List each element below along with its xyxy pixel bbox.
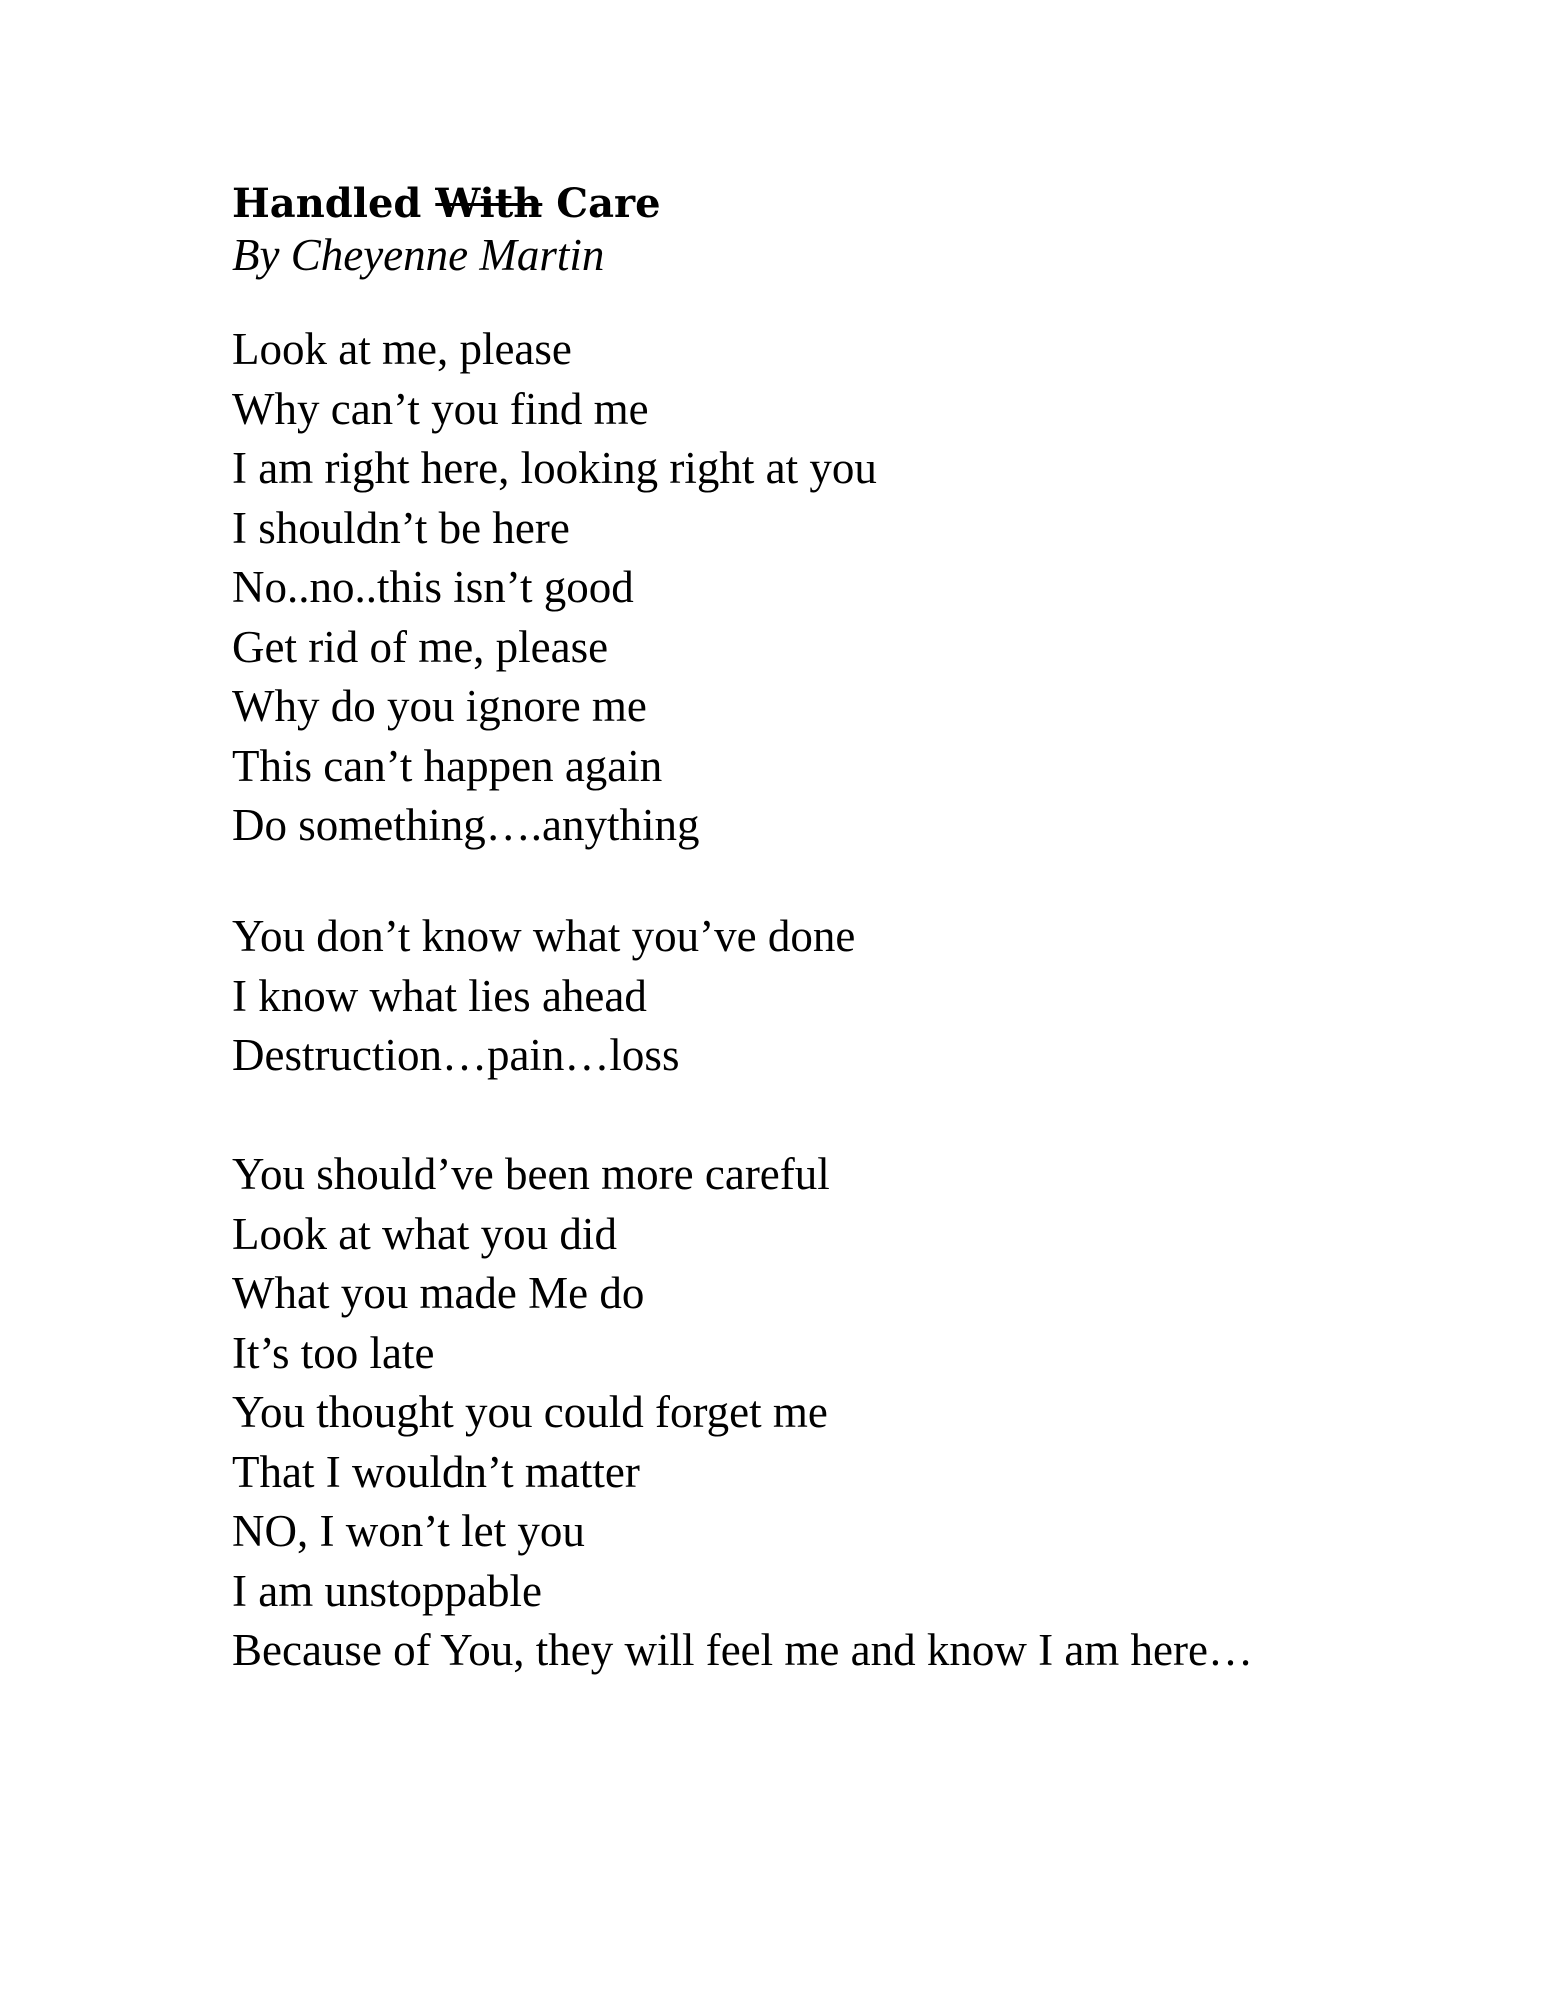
title-word-care: Care: [556, 180, 661, 227]
poem-line: What you made Me do: [232, 1268, 645, 1318]
poem-line: Look at me, please: [232, 324, 572, 374]
poem-title: [232, 180, 661, 228]
poem-line: It’s too late: [232, 1327, 435, 1378]
poem-line: Because of You, they will feel me and know I am here…: [232, 1625, 1253, 1675]
poem-line: I am right here, looking right at you: [232, 443, 877, 493]
poem-line: That I wouldn’t matter: [232, 1446, 640, 1497]
poem-line: Do something….anything: [232, 800, 700, 850]
poem-line: You should’ve been more careful: [232, 1149, 830, 1199]
poem-line: You don’t know what you’ve done: [232, 911, 856, 961]
title-block: [232, 180, 661, 282]
poem-line: You thought you could forget me: [232, 1387, 828, 1437]
poem-line: This can’t happen again: [232, 740, 663, 791]
poem-byline: By Cheyenne Martin: [232, 230, 605, 280]
poem-line: I know what lies ahead: [232, 970, 647, 1021]
poem-line: No..no..this isn’t good: [232, 562, 634, 612]
poem-line: Destruction…pain…loss: [232, 1030, 680, 1080]
stanza-1: [232, 320, 877, 856]
poem-line: Get rid of me, please: [232, 621, 609, 672]
poem-line: Why can’t you find me: [232, 383, 649, 434]
poem-line: I shouldn’t be here: [232, 502, 570, 553]
stanza-3: [232, 1145, 1253, 1681]
title-word-with-struck: With: [435, 180, 543, 227]
title-word-handled: Handled: [232, 180, 422, 227]
poem-line: Why do you ignore me: [232, 681, 647, 731]
poem-line: NO, I won’t let you: [232, 1506, 585, 1556]
poem-line: I am unstoppable: [232, 1565, 542, 1616]
poem-line: Look at what you did: [232, 1208, 617, 1259]
stanza-2: [232, 907, 855, 1086]
